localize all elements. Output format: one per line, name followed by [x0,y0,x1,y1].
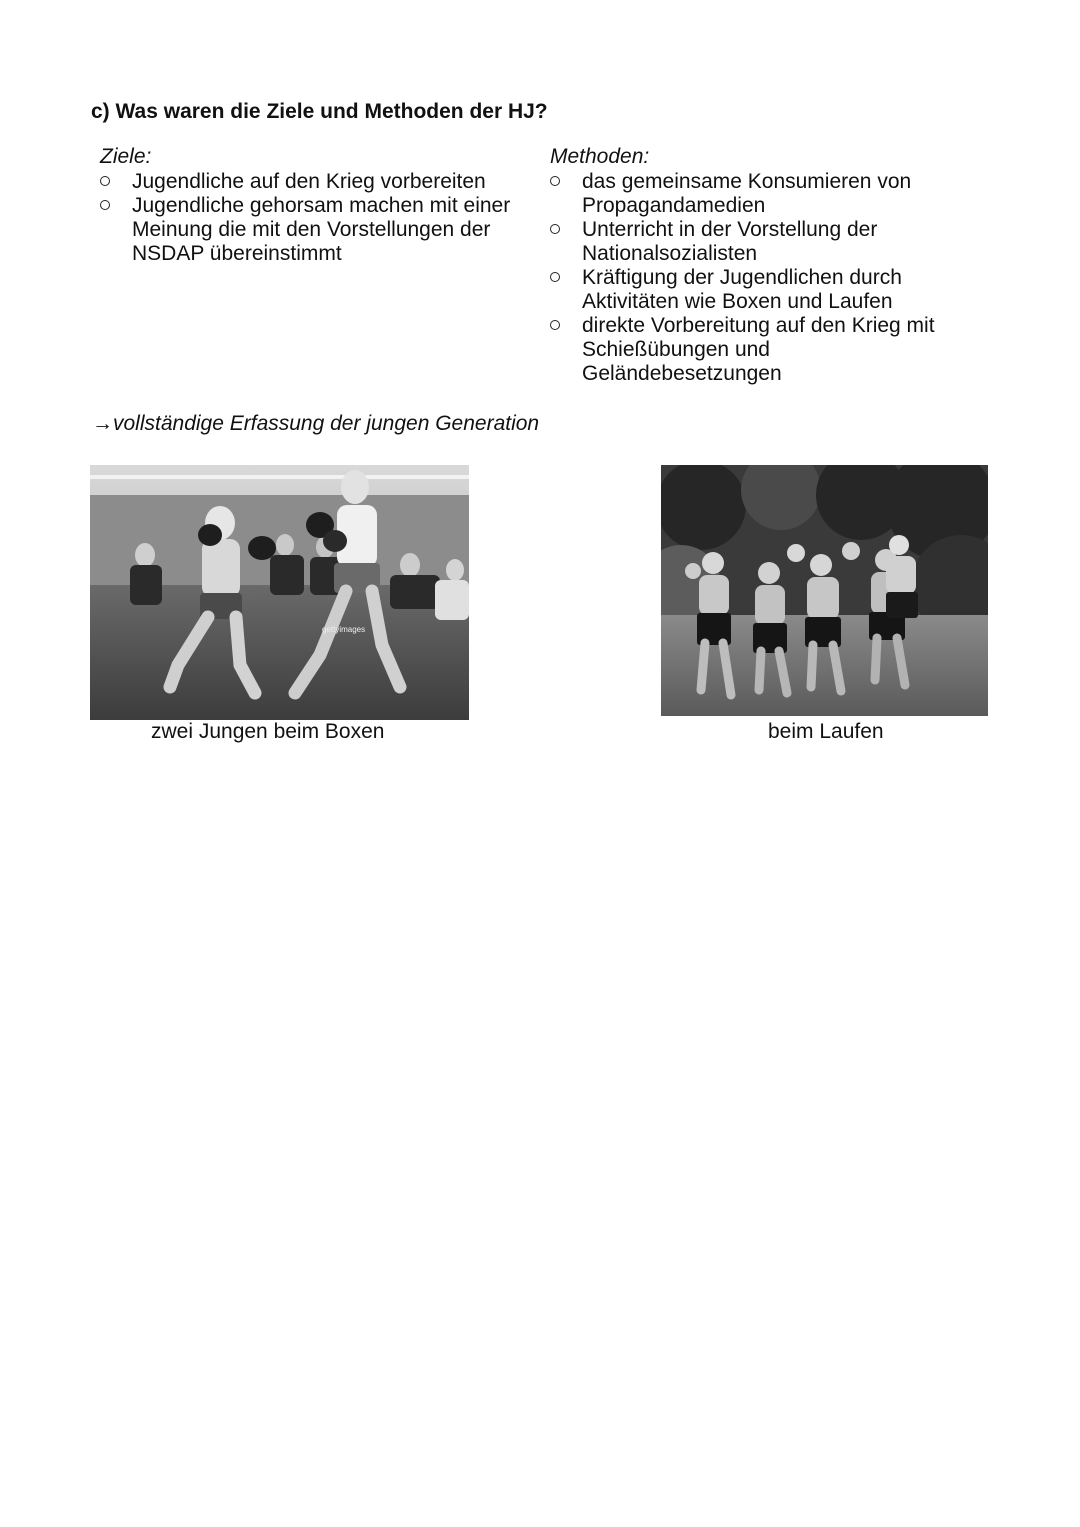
conclusion-text: →vollständige Erfassung der jungen Generation [92,412,540,435]
circle-bullet-icon [550,320,560,330]
methoden-list [550,170,960,386]
list-item [550,266,960,314]
ziele-list [100,170,530,266]
list-item [550,170,960,218]
methoden-item-text: Kräftigung der Jugendlichen durch Aktivitäten wie Boxen und Laufen [582,266,902,313]
boxing-photo [90,465,469,720]
running-caption: beim Laufen [768,720,884,743]
circle-bullet-icon [550,224,560,234]
list-item [550,218,960,266]
circle-bullet-icon [100,200,110,210]
section-heading: c) Was waren die Ziele und Methoden der HJ? [91,100,548,123]
methoden-item-text: Unterricht in der Vorstellung der Nationalsozialisten [582,218,878,265]
ziele-title: Ziele: [100,145,152,168]
list-item [550,314,960,386]
watermark-text: gettyimages [322,625,366,634]
circle-bullet-icon [100,176,110,186]
circle-bullet-icon [550,272,560,282]
methoden-item-text: das gemeinsame Konsumieren von Propagandamedien [582,170,912,217]
list-item [100,170,530,194]
list-item [100,194,530,266]
running-photo [661,465,988,716]
circle-bullet-icon [550,176,560,186]
ziele-item-text: Jugendliche gehorsam machen mit einer Meinung die mit den Vorstellungen der NSDAP übereinstimmt [132,194,511,265]
boxing-caption: zwei Jungen beim Boxen [151,720,385,743]
methoden-item-text: direkte Vorbereitung auf den Krieg mit Schießübungen und Geländebesetzungen [582,314,935,385]
ziele-item-text: Jugendliche auf den Krieg vorbereiten [132,170,486,193]
methoden-title: Methoden: [550,145,650,168]
